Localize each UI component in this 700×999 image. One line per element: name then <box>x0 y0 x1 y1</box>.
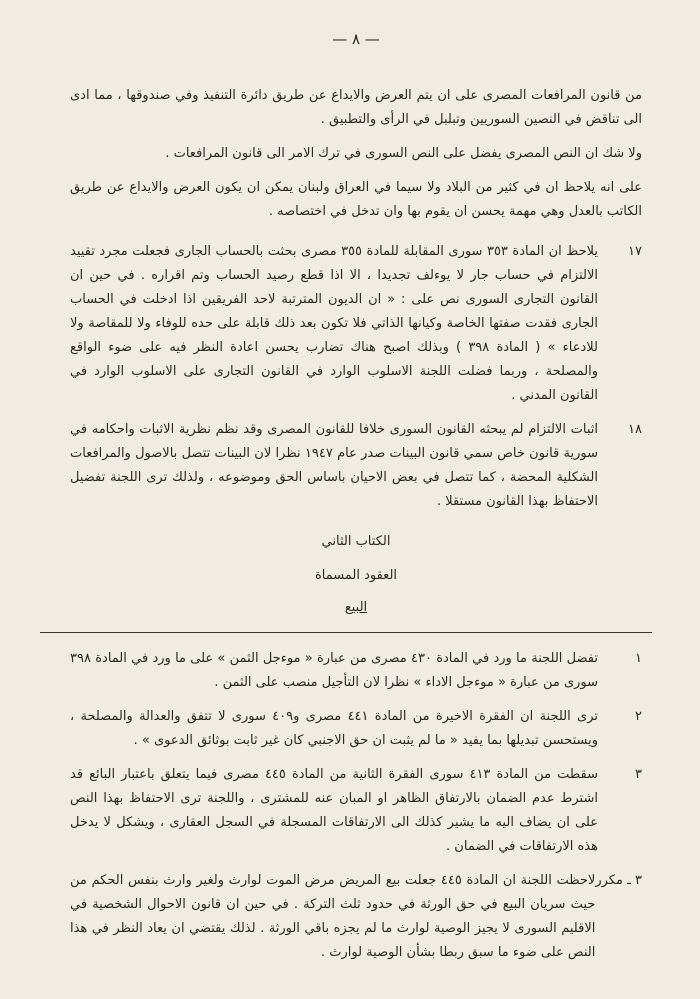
paragraph-continuation: من قانون المرافعات المصرى على ان يتم العرض والايداع عن طريق دائرة التنفيذ وفي صندوقها ، مما ادى الى تناقض في النصين السوريين وتبلبل في الرأى والتطبيق . <box>70 88 642 127</box>
item-number: ١٨ <box>628 422 642 437</box>
item-text: اثبات الالتزام لم يبحثه القانون السورى خلافا للقانون المصرى وقد نظم نظرية الاثبات واحكامه في سورية قانون خاص سمي قانون البينات صدر عام ١٩٤٧ نظرا لان البينات تتصل بالاصول والمرافعات الشكلية المحضة ، كما تتصل في بعض الاحيان باساس الحق وموضوعه ، ولذلك ترى اللجنة تفضيل الاحتفاظ بهذا القانون مستقلا . <box>70 422 598 509</box>
numbered-item-3-repeat <box>70 869 642 965</box>
item-text: لاحظت اللجنة ان المادة ٤٤٥ جعلت بيع المريض مرض الموت لوارث ولغير وارث بنفس الحكم من حيث سريان البيع في حق الورثة في حدود ثلث التركة . في حين ان قانون الاحوال الشخصية في الاقليم السورى لا يجيز الوصية لوارث ما لم يجزه باقي الورثة . لذلك يقتضي ان يعاد النظر في هذا النص على ضوء ما سبق ربطا بشأن الوصية لوارث . <box>70 873 596 960</box>
numbered-item-2 <box>70 705 642 753</box>
item-number: ٢ <box>635 709 642 724</box>
item-text: تفضل اللجنة ما ورد في المادة ٤٣٠ مصرى من عبارة « موءجل الثمن » على ما ورد في المادة ٣٩٨ سورى من عبارة « موءجل الاداء » نظرا لان التأجيل منصب على الثمن . <box>70 651 598 690</box>
paragraph-preference: ولا شك ان النص المصرى يفضل على النص السورى في ترك الامر الى قانون المرافعات . <box>165 146 642 161</box>
part-title: العقود المسماة <box>314 568 398 583</box>
section-divider <box>40 632 652 633</box>
item-number: ٣ ـ مكرر <box>595 873 642 888</box>
page-number: — ٨ — <box>332 30 380 48</box>
section-title-text: البيع <box>344 600 368 615</box>
numbered-item-18 <box>70 418 642 514</box>
item-number: ١٧ <box>628 244 642 259</box>
paragraph-notary: على انه يلاحظ ان في كثير من البلاد ولا سيما في العراق ولبنان يمكن ان يكون العرض والايداع عن طريق الكاتب بالعدل وهي مهمة يحسن ان يقوم بها وان تدخل في اختصاصه . <box>70 180 642 219</box>
item-text: ترى اللجنة ان الفقرة الاخيرة من المادة ٤٤١ مصرى و٤٠٩ سورى لا تتفق والعدالة والمصلحة ، ويستحسن تبديلها بما يفيد « ما لم يثبت ان حق الاجنبي كان غير ثابت بوثائق الدعوى » . <box>70 709 599 748</box>
section-title <box>70 596 642 620</box>
item-text: يلاحظ ان المادة ٣٥٣ سورى المقابلة للمادة ٣٥٥ مصرى بحثت بالحساب الجارى فجعلت مجرد تقييد الالتزام في حساب جار لا يوءلف تجديدا ، الا اذا قطع رصيد الحساب وتم اقراره . في حين ان القانون التجارى السورى نص على : « ان الديون المترتبة لاحد الفريقين اذا ادخلت في الحساب الجارى فقدت صفتها الخاصة وكيانها الذاتي فلا تكون بعد ذلك قابلة على حده للوفاء ولا للمقاصة ولا للادعاء » ( المادة ٣٩٨ ) وبذلك اصبح هناك تضارب يحسن اعادة النظر فيه على ضوء الواقع والمصلحة ، وربما فضلت اللجنة الاسلوب الوارد في القانون التجارى على الاسلوب الوارد في القانون المدني . <box>70 244 598 403</box>
item-text: سقطت من المادة ٤١٣ سورى الفقرة الثانية من المادة ٤٤٥ مصرى فيما يتعلق باعتبار البائع قد اشترط عدم الضمان بالارتفاق الظاهر او المبان عنه للمشترى ، واللجنة ترى الاحتفاظ بهذا النص على ان يضاف اليه ما يشير كذلك الى الارتفاقات المسجلة في السجل العقارى ، ويشكل لا يدخل هذه الارتفاقات في الضمان . <box>70 767 598 854</box>
book-title: الكتاب الثاني <box>321 534 391 549</box>
item-number: ٣ <box>635 767 642 782</box>
numbered-item-1 <box>70 647 642 695</box>
numbered-item-3 <box>70 763 642 859</box>
item-number: ١ <box>635 651 642 666</box>
numbered-item-17 <box>70 240 642 408</box>
